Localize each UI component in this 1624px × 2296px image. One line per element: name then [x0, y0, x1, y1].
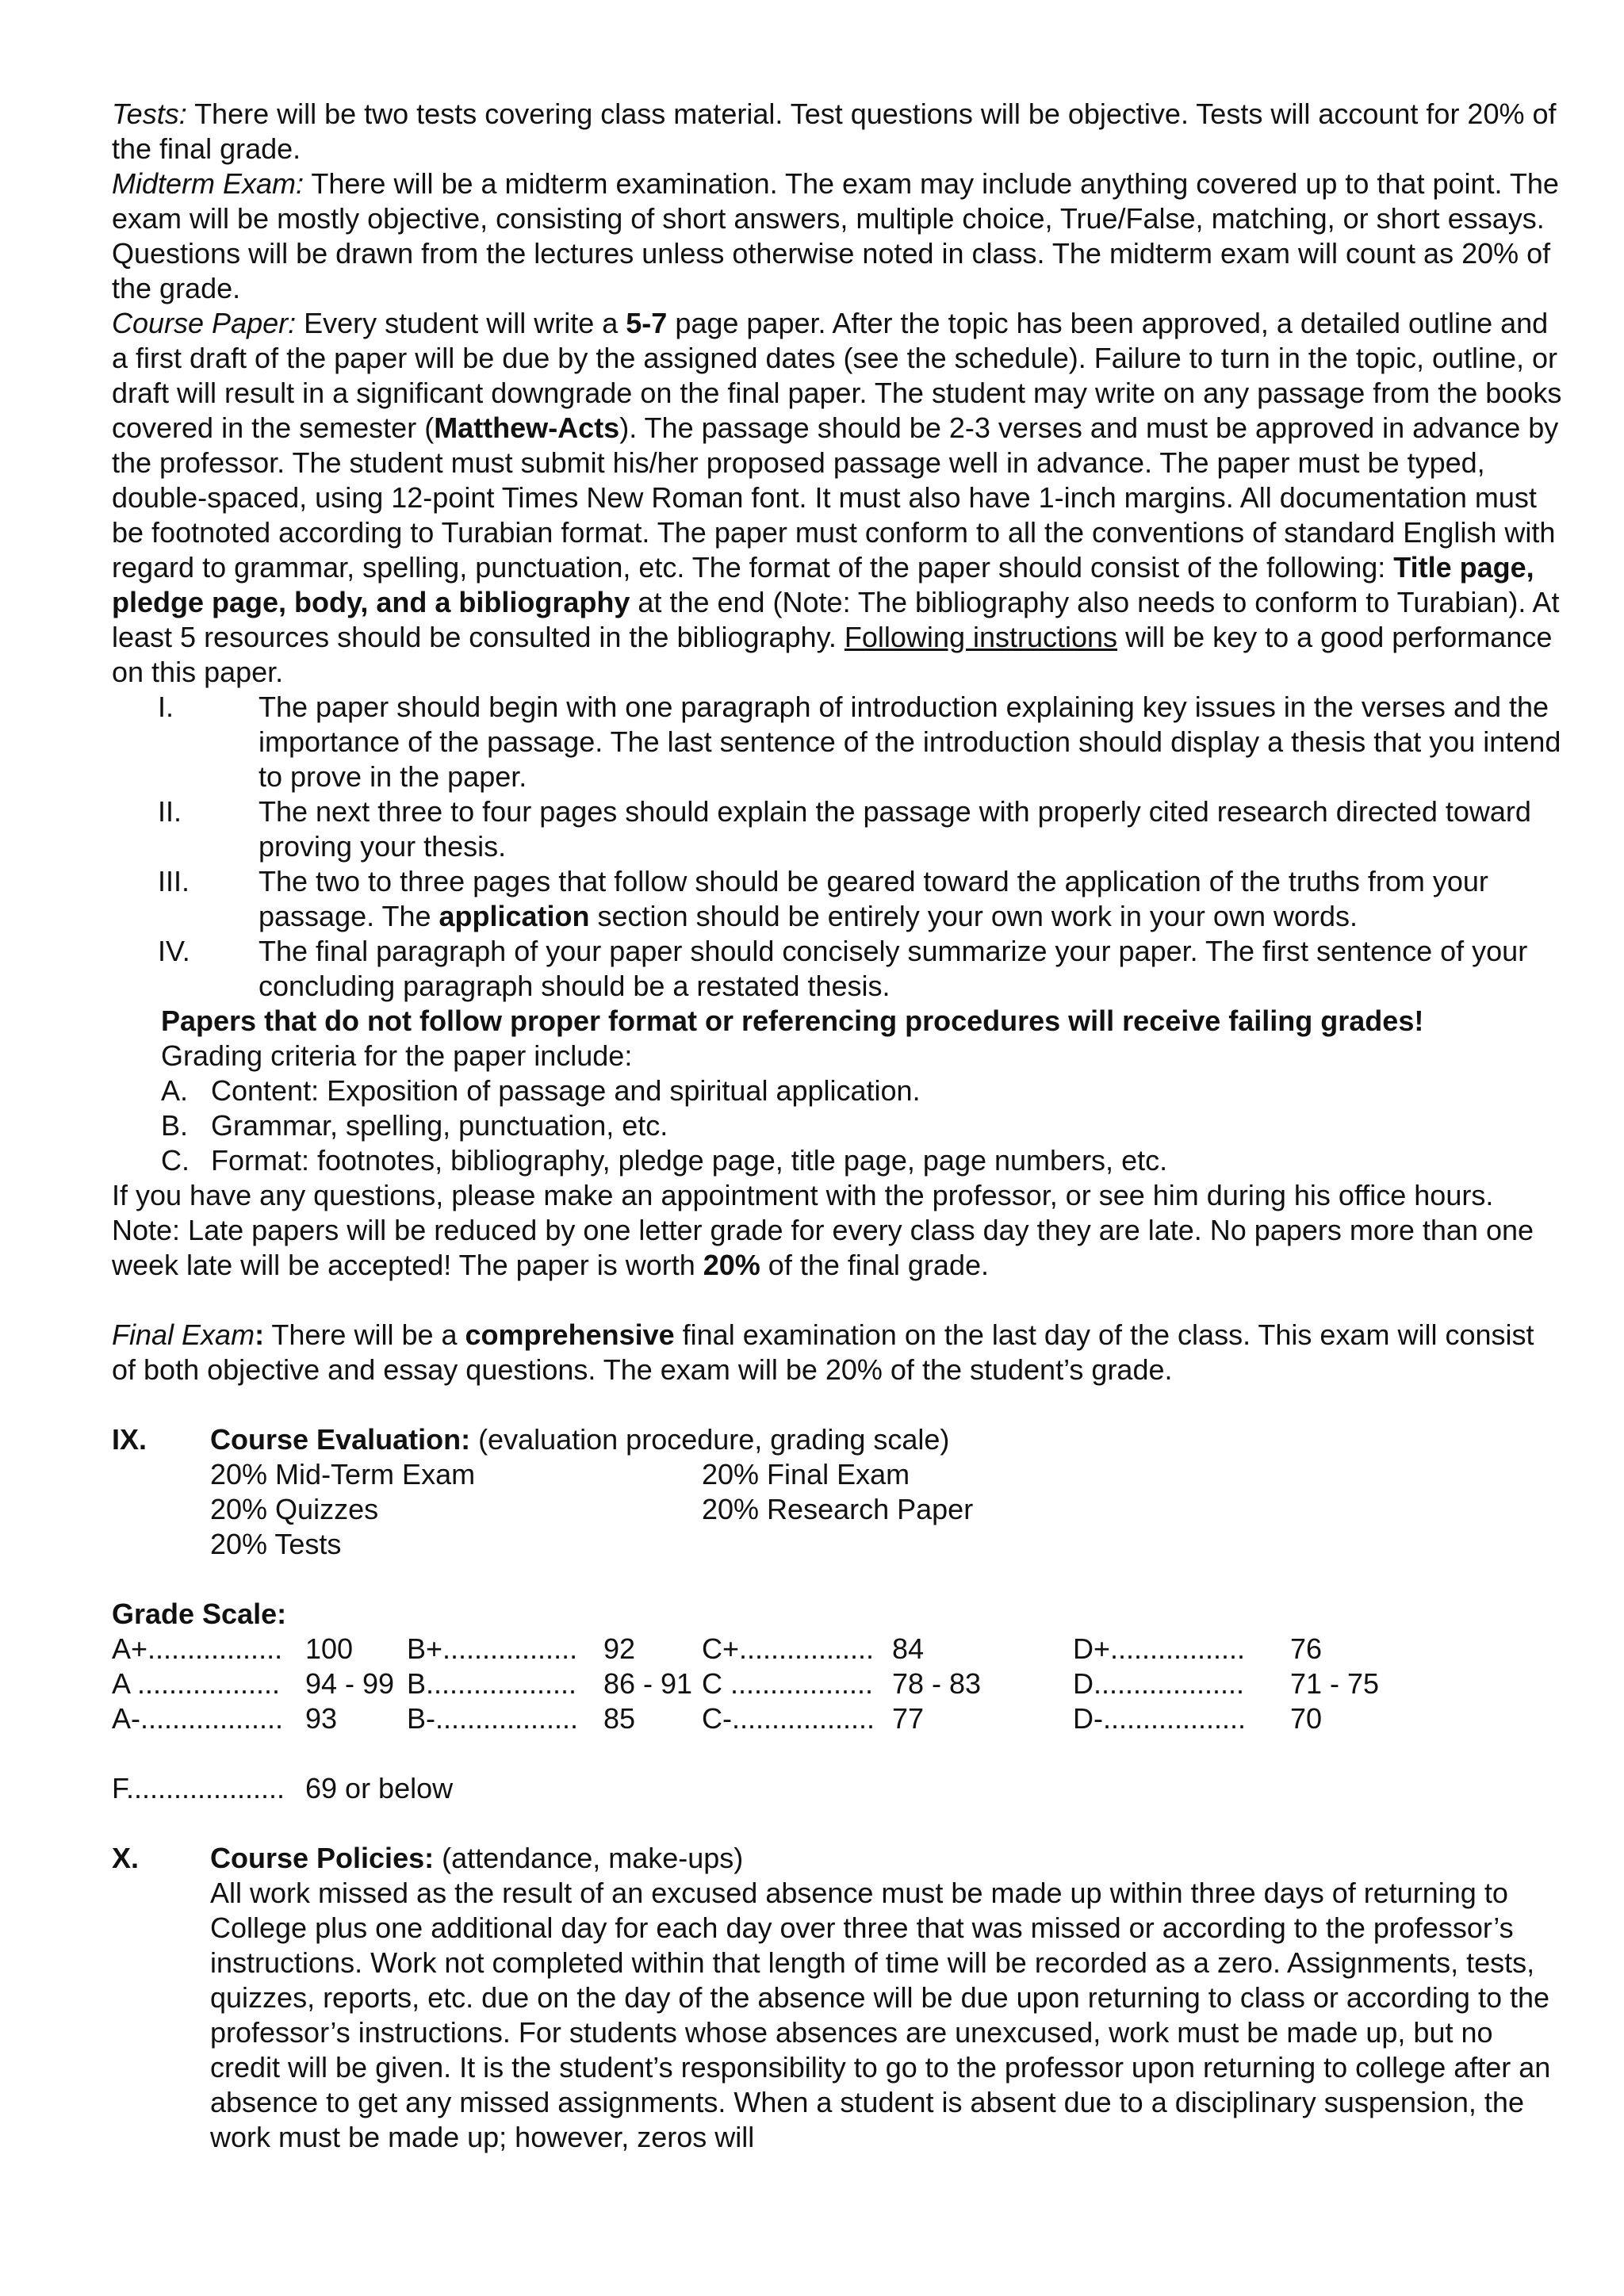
final-exam-label: Final Exam: [112, 1318, 255, 1351]
grade-cell: [702, 1632, 1073, 1667]
grade-letter: C+.................: [702, 1632, 875, 1665]
course-paper-text-4: at the end (Note: The bibliography also needs to conform to Turabian). At least 5 resources should be consulted in the bibliography.: [112, 586, 1560, 653]
outline-text: The paper should begin with one paragraph of introduction explaining key issues in the verses and the importance of the passage. The last sentence of the introduction should display a thesis that you intend to prove in the paper.: [259, 691, 1561, 793]
course-paper-text-5: will be key to a good performance on this paper.: [112, 621, 1553, 688]
failing-grades-warning: Papers that do not follow proper format or referencing procedures will receive failing grades!: [161, 1004, 1424, 1037]
outline-text-pre: The two to three pages that follow should be geared toward the application of the truths from your passage. The: [259, 865, 1488, 932]
grade-row: [112, 1701, 1563, 1736]
outline-item: [112, 794, 1563, 864]
grade-range: 100: [305, 1632, 354, 1665]
final-exam-paragraph: [112, 1318, 1563, 1387]
outline-text: The final paragraph of your paper should concisely summarize your paper. The first sentence of your concluding paragraph should be a restated thesis.: [259, 935, 1528, 1002]
grade-letter: A ..................: [112, 1667, 281, 1700]
outline-number: III.: [158, 865, 190, 897]
document-content: [112, 97, 1563, 2155]
grade-range: 69 or below: [305, 1772, 454, 1804]
grade-cell: [702, 1667, 1073, 1701]
grade-letter: B+.................: [407, 1632, 578, 1665]
outline-item: [112, 934, 1563, 1004]
grade-range: 76: [1290, 1632, 1323, 1665]
grade-range: 70: [1290, 1702, 1323, 1735]
following-instructions-text: Following instructions: [844, 621, 1118, 653]
grade-letter: A+.................: [112, 1632, 283, 1665]
section-title: Course Evaluation:: [210, 1423, 471, 1456]
tests-label: Tests:: [112, 98, 187, 130]
grade-letter: C ..................: [702, 1667, 874, 1700]
criteria-item: [112, 1073, 1563, 1108]
outline-number: IV.: [158, 935, 190, 967]
course-paper-label: Course Paper:: [112, 307, 297, 339]
tests-paragraph: [112, 97, 1563, 166]
outline-text-post: section should be entirely your own work in your own words.: [589, 900, 1358, 932]
grade-range: 85: [603, 1702, 636, 1735]
books-range: Matthew-Acts: [434, 411, 620, 444]
grade-letter: D...................: [1073, 1667, 1245, 1700]
grade-scale-title: Grade Scale:: [112, 1598, 287, 1630]
evaluation-item: 20% Tests: [210, 1528, 342, 1560]
evaluation-weights: [112, 1457, 1563, 1562]
midterm-label: Midterm Exam:: [112, 167, 304, 200]
evaluation-item: 20% Mid-Term Exam: [210, 1458, 476, 1490]
criteria-letter: A.: [161, 1074, 189, 1107]
grade-cell: [1073, 1701, 1485, 1736]
grade-letter: F....................: [112, 1772, 285, 1804]
criteria-text: Format: footnotes, bibliography, pledge page, title page, page numbers, etc.: [211, 1144, 1168, 1177]
course-paper-text-3: ). The passage should be 2-3 verses and must be approved in advance by the professor. The student must submit his/her proposed passage well in advance. The paper must be typed, double-spaced, using 12-point Times New Roman font. It must also have 1-inch margins. All documentation must be footnoted according to Turabian format. The paper must conform to all the conventions of standard English with regard to grammar, spelling, punctuation, etc. The format of the paper should consist of the following:: [112, 411, 1559, 584]
grade-cell: [1073, 1632, 1485, 1667]
comprehensive-word: comprehensive: [465, 1318, 675, 1351]
grade-range: 86 - 91: [603, 1667, 693, 1700]
course-evaluation-heading: [112, 1422, 1563, 1457]
section-title: Course Policies:: [210, 1842, 435, 1874]
grade-range: 92: [603, 1632, 636, 1665]
course-policies-text: All work missed as the result of an excused absence must be made up within three days of returning to College plus one additional day for each day over three that was missed or according to the professor’s instructions. Work not completed within that length of time will be recorded as a zero. Assignments, tests, quizzes, reports, etc. due on the day of the absence will be due upon returning to class or according to the professor’s instructions. For students whose absences are unexcused, work must be made up, but no credit will be given. It is the student’s responsibility to go to the professor upon returning to college after an absence to get any missed assignments. When a student is absent due to a disciplinary suspension, the work must be made up; however, zeros will: [210, 1877, 1551, 2153]
grade-row-f: [112, 1771, 1563, 1806]
criteria-item: [112, 1143, 1563, 1178]
midterm-text: There will be a midterm examination. The exam may include anything covered up to that point. The exam will be mostly objective, consisting of short answers, multiple choice, True/False, matching, or short essays. Questions will be drawn from the lectures unless otherwise noted in class. The midterm exam will count as 20% of the grade.: [112, 167, 1559, 304]
grade-letter: B-..................: [407, 1702, 579, 1735]
grade-cell: [112, 1701, 407, 1736]
grade-letter: D+.................: [1073, 1632, 1246, 1665]
grade-cell: [1073, 1667, 1485, 1701]
course-policies-section: [112, 1841, 1563, 2155]
course-paper-text-1: Every student will write a: [296, 307, 626, 339]
paper-warning: [112, 1004, 1563, 1039]
grade-range: 93: [305, 1702, 338, 1735]
paper-closing-text-1: If you have any questions, please make an appointment with the professor, or see him during his office hours. Note: Late papers will be reduced by one letter grade for every class day they are late. No papers more than one week late will be accepted! The paper is worth: [112, 1179, 1534, 1281]
course-evaluation-section: [112, 1422, 1563, 1562]
grade-cell: [407, 1701, 702, 1736]
grade-range: 71 - 75: [1290, 1667, 1380, 1700]
grade-letter: A-..................: [112, 1702, 284, 1735]
final-exam-colon: :: [255, 1318, 265, 1351]
evaluation-item: 20% Research Paper: [702, 1493, 974, 1525]
outline-item: [112, 690, 1563, 794]
section-number: X.: [112, 1842, 140, 1874]
paper-closing-text-2: of the final grade.: [760, 1249, 989, 1281]
grade-row: [112, 1667, 1563, 1701]
section-number: IX.: [112, 1423, 147, 1456]
grade-cell: [407, 1632, 702, 1667]
page-count: 5-7: [626, 307, 668, 339]
grade-cell: [112, 1632, 407, 1667]
final-exam-text-2: final examination on the last day of the class. This exam will consist of both objective and essay questions. The exam will be 20% of the student’s grade.: [112, 1318, 1534, 1386]
grade-cell: [702, 1701, 1073, 1736]
outline-number: II.: [158, 795, 182, 828]
application-word: application: [439, 900, 590, 932]
outline-text: The next three to four pages should explain the passage with properly cited research directed toward proving your thesis.: [259, 795, 1531, 863]
section-subtitle: (evaluation procedure, grading scale): [470, 1423, 950, 1456]
paper-weight: 20%: [703, 1249, 760, 1281]
grade-cell: [407, 1667, 702, 1701]
grade-range: 78 - 83: [892, 1667, 982, 1700]
final-exam-text-1: There will be a: [264, 1318, 465, 1351]
criteria-letter: C.: [161, 1144, 190, 1177]
grade-range: 84: [892, 1632, 925, 1665]
grade-letter: C-..................: [702, 1702, 875, 1735]
tests-text: There will be two tests covering class material. Test questions will be objective. Tests will account for 20% of the final grade.: [112, 98, 1557, 165]
grade-letter: B...................: [407, 1667, 577, 1700]
outline-number: I.: [158, 691, 174, 723]
grade-range: 77: [892, 1702, 925, 1735]
criteria-letter: B.: [161, 1109, 189, 1142]
paper-outline-list: [112, 690, 1563, 1004]
course-paper-text-2: page paper. After the topic has been approved, a detailed outline and a first draft of the paper will be due by the assigned dates (see the schedule). Failure to turn in the topic, outline, or draft will result in a significant downgrade on the final paper. The student may write on any passage from the books covered in the semester (: [112, 307, 1562, 444]
criteria-text: Content: Exposition of passage and spiritual application.: [211, 1074, 921, 1107]
evaluation-item: 20% Final Exam: [702, 1458, 910, 1490]
grading-criteria-list: [112, 1073, 1563, 1178]
course-paper-paragraph: [112, 306, 1563, 690]
midterm-paragraph: [112, 166, 1563, 306]
grade-row: [112, 1632, 1563, 1667]
grade-letter: D-..................: [1073, 1702, 1247, 1735]
section-subtitle: (attendance, make-ups): [434, 1842, 744, 1874]
grade-scale-table: [112, 1632, 1563, 1806]
outline-item: [112, 864, 1563, 934]
criteria-text: Grammar, spelling, punctuation, etc.: [211, 1109, 668, 1142]
grade-range: 94 - 99: [305, 1667, 395, 1700]
criteria-item: [112, 1108, 1563, 1143]
criteria-intro: Grading criteria for the paper include:: [161, 1039, 633, 1072]
paper-closing-paragraph: [112, 1178, 1563, 1283]
evaluation-item: 20% Quizzes: [210, 1493, 379, 1525]
grade-cell: [112, 1667, 407, 1701]
format-parts: Title page, pledge page, body, and a bibliography: [112, 551, 1534, 618]
course-policies-heading: [112, 1841, 1563, 1876]
